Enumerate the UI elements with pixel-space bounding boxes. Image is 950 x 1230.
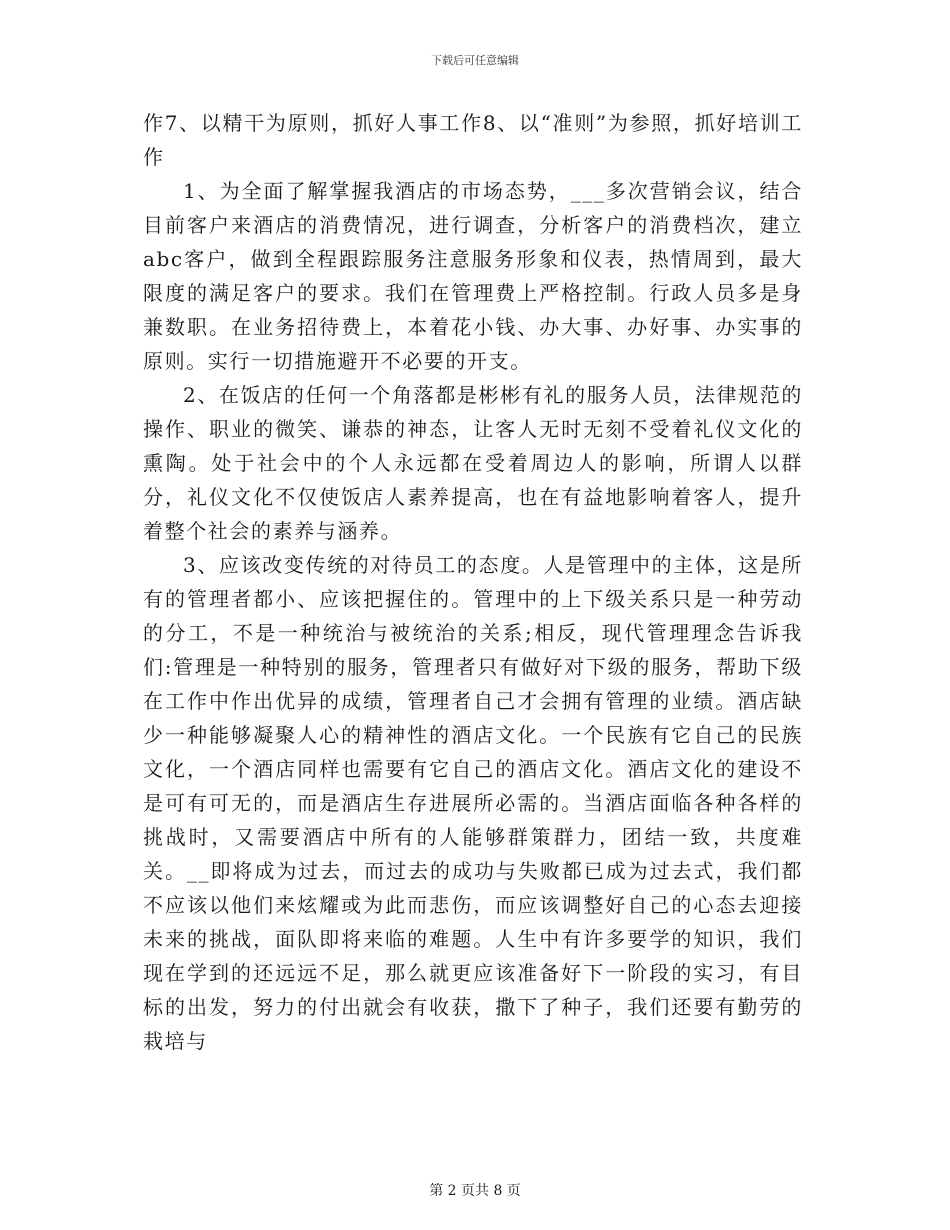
page-number: 第 2 页共 8 页 xyxy=(429,1183,521,1199)
paragraph-continuation: 作7、以精干为原则，抓好人事工作8、以“准则”为参照，抓好培训工作 xyxy=(143,111,803,169)
paragraph-3: 3、应该改变传统的对待员工的态度。人是管理中的主体，这是所有的管理者都小、应该把握住的。管理中的上下级关系只是一种劳动的分工，不是一种统治与被统治的关系;相反，现代管理理念告诉我们:管理是一种特别的服务，管理者只有做好对下级的服务，帮助下级在工作中作出优异的成绩，管理者自己才会拥有管理的业绩。酒店缺少一种能够凝聚人心的精神性的酒店文化。一个民族有它自己的民族文化，一个酒店同样也需要有它自己的酒店文化。酒店文化的建设不是可有可无的，而是酒店生存进展所必需的。当酒店面临各种各样的挑战时，又需要酒店中所有的人能够群策群力，团结一致，共度难关。__即将成为过去，而过去的成功与失败都已成为过去式，我们都不应该以他们来炫耀或为此而悲伤，而应该调整好自己的心态去迎接未来的挑战，面队即将来临的难题。人生中有许多要学的知识，我们现在学到的还远远不足，那么就更应该准备好下一阶段的实习，有目标的出发，努力的付出就会有收获，撒下了种子，我们还要有勤劳的栽培与 xyxy=(143,553,803,1053)
document-body xyxy=(143,106,803,1058)
paragraph-2: 2、在饭店的任何一个角落都是彬彬有礼的服务人员，法律规范的操作、职业的微笑、谦恭的神态，让客人无时无刻不受着礼仪文化的熏陶。处于社会中的个人永远都在受着周边人的影响，所谓人以群分，礼仪文化不仅使饭店人素养提高，也在有益地影响着客人，提升着整个社会的素养与涵养。 xyxy=(143,383,803,543)
paragraph-1: 1、为全面了解掌握我酒店的市场态势，___多次营销会议，结合目前客户来酒店的消费情况，进行调查，分析客户的消费档次，建立abc客户，做到全程跟踪服务注意服务形象和仪表，热情周到，最大限度的满足客户的要求。我们在管理费上严格控制。行政人员多是身兼数职。在业务招待费上，本着花小钱、办大事、办好事、办实事的原则。实行一切措施避开不必要的开支。 xyxy=(143,179,803,373)
page-header: 下载后可任意编辑 xyxy=(431,54,519,67)
